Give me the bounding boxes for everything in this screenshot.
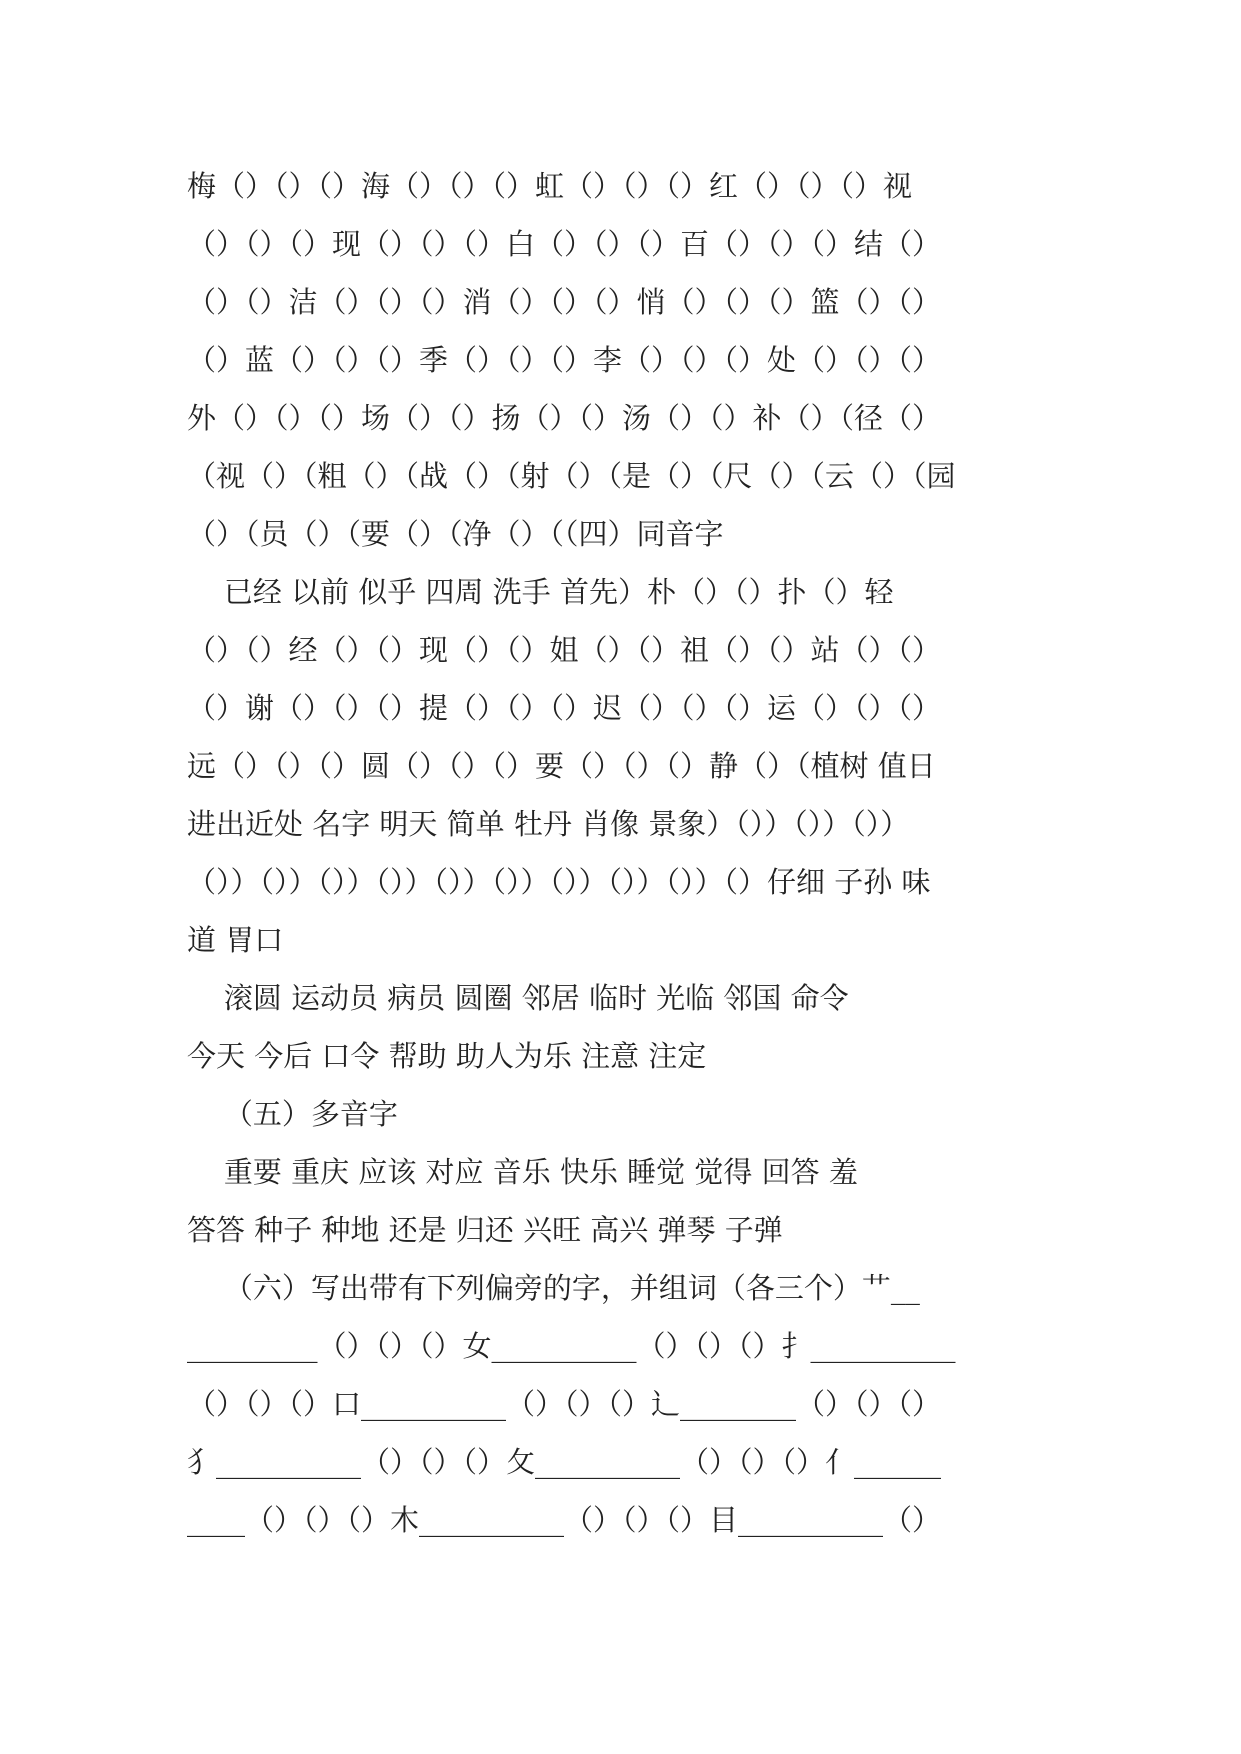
- text-line: （）（）经（）（）现（）（）姐（）（）祖（）（）站（）（）: [187, 633, 942, 667]
- text-line: （）（）洁（）（）（）消（）（）（）悄（）（）（）篮（）（）: [187, 285, 942, 319]
- text-line: 重要 重庆 应该 对应 音乐 快乐 睡觉 觉得 回答 羞: [187, 1155, 858, 1189]
- section-heading: （五）多音字: [187, 1097, 398, 1131]
- text-line: 梅（）（）（）海（）（）（）虹（）（）（）红（）（）（）视: [187, 169, 913, 203]
- text-line: 进出近处 名字 明天 简单 牡丹 肖像 景象）（））（））（））: [187, 807, 910, 841]
- text-line: 外（）（）（）场（）（）扬（）（）汤（）（）补（）（径（）: [187, 401, 942, 435]
- text-line: 滚圆 运动员 病员 圆圈 邻居 临时 光临 邻国 命令: [187, 981, 849, 1015]
- text-line: （）（）（）口__________（）（）（）辶________（）（）（）: [187, 1387, 942, 1421]
- text-line: （）谢（）（）（）提（）（）（）迟（）（）（）运（）（）（）: [187, 691, 942, 725]
- text-line: 答答 种子 种地 还是 归还 兴旺 高兴 弹琴 子弹: [187, 1213, 783, 1247]
- text-line: _________（）（）（）女__________（）（）（）扌__________: [187, 1329, 956, 1363]
- text-line: （视（）（粗（）（战（）（射（）（是（）（尺（）（云（）（园: [187, 459, 956, 493]
- text-line: 犭__________（）（）（）攵__________（）（）（）亻______: [187, 1445, 942, 1479]
- text-line: （）蓝（）（）（）季（）（）（）李（）（）（）处（）（）（）: [187, 343, 942, 377]
- text-line: 已经 以前 似乎 四周 洗手 首先）朴（）（）扑（）轻: [187, 575, 894, 609]
- text-line: （）（）（）现（）（）（）白（）（）（）百（）（）（）结（）: [187, 227, 942, 261]
- section-heading: （六）写出带有下列偏旁的字，并组词（各三个）艹__: [187, 1271, 920, 1305]
- text-line: 远（）（）（）圆（）（）（）要（）（）（）静（）（植树 值日: [187, 749, 936, 783]
- text-line: 道 胃口: [187, 923, 284, 957]
- text-line: （）（员（）（要（）（净（）（（四）同音字: [187, 517, 724, 551]
- text-line: 今天 今后 口令 帮助 助人为乐 注意 注定: [187, 1039, 707, 1073]
- text-line: ____（）（）（）木__________（）（）（）目__________（）: [187, 1503, 942, 1537]
- text-line: （））（））（））（））（））（））（））（））（））（）仔细 子孙 味: [187, 865, 931, 899]
